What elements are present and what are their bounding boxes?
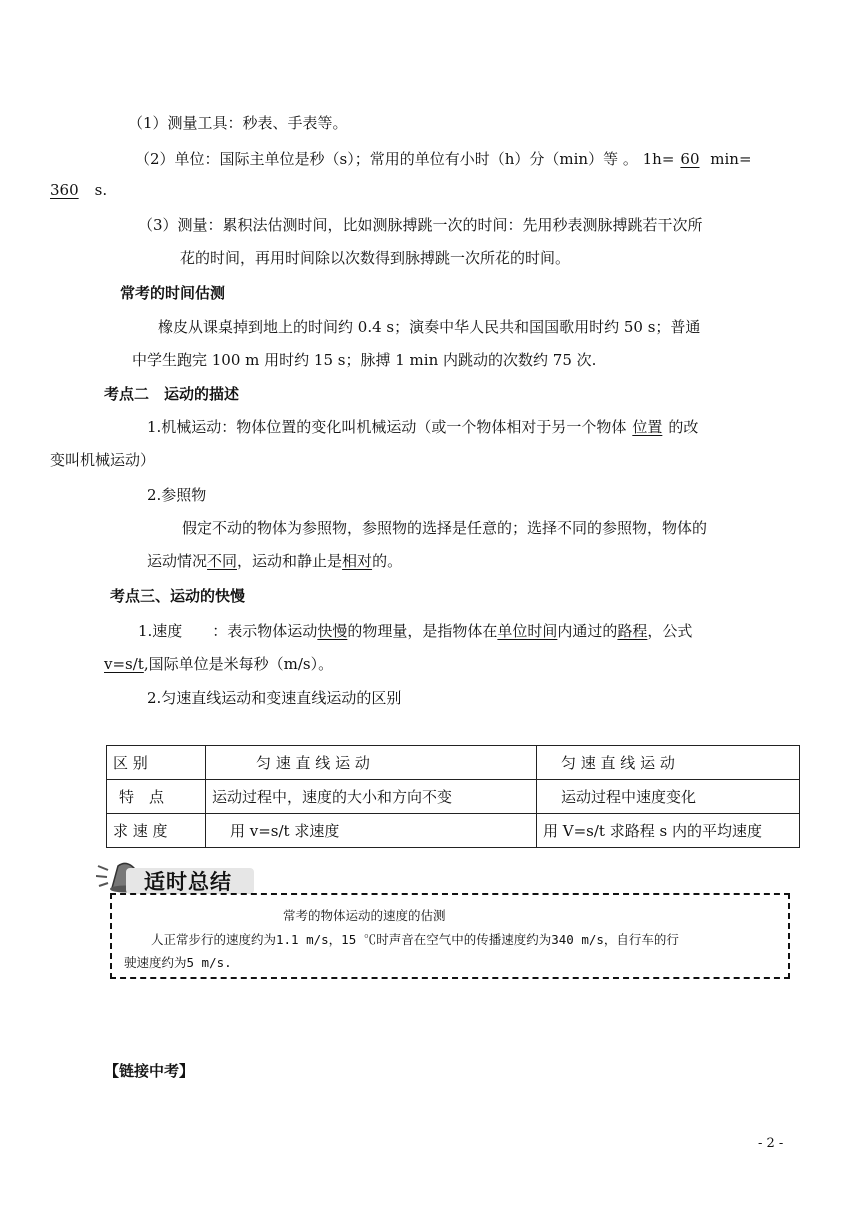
speed-formula: v=s/t — [104, 655, 144, 673]
motion-text-a: 1.机械运动：物体位置的变化叫机械运动（或一个物体相对于另一个物体 — [147, 418, 627, 436]
reference-line-2 — [147, 550, 402, 571]
table-cell: 用 v=s/t 求速度 — [206, 814, 537, 848]
reference-text-c: 的。 — [372, 552, 403, 570]
summary-badge — [96, 860, 256, 896]
motion-line-cont: 变叫机械运动） — [50, 451, 156, 469]
difference-title: 2.匀速直线运动和变速直线运动的区别 — [147, 689, 402, 707]
summary-line-2: 驶速度约为5 m/s. — [124, 955, 232, 970]
tool-line: （1）测量工具：秒表、手表等。 — [128, 114, 348, 132]
table-cell: 特 点 — [107, 780, 206, 814]
reference-answer-1: 不同 — [207, 552, 238, 570]
speed-text-b: 的物理量，是指物体在 — [347, 622, 498, 640]
reference-text-b: ，运动和静止是 — [237, 552, 343, 570]
motion-line — [147, 416, 698, 437]
summary-title: 常考的物体运动的速度的估测 — [283, 908, 446, 923]
unit-answer-360: 360 — [50, 181, 79, 199]
speed-text-c: 内通过的 — [557, 622, 618, 640]
speed-answer-3: 路程 — [617, 622, 648, 640]
unit-text-c: s. — [94, 181, 108, 199]
speed-text-d: ，公式 — [647, 622, 693, 640]
motion-answer: 位置 — [632, 418, 663, 436]
table-row — [107, 780, 800, 814]
estimate-heading: 常考的时间估测 — [120, 284, 226, 302]
table-cell: 求 速 度 — [107, 814, 206, 848]
estimate-line-2: 中学生跑完 100 m 用时约 15 s；脉搏 1 min 内跳动的次数约 75 次. — [132, 351, 597, 369]
unit-line — [135, 148, 752, 169]
table-cell: 运动过程中，速度的大小和方向不变 — [206, 780, 537, 814]
measure-line-1: （3）测量：累积法估测时间，比如测脉搏跳一次的时间：先用秒表测脉搏跳若干次所 — [138, 216, 703, 234]
estimate-line-1: 橡皮从课桌掉到地上的时间约 0.4 s；演奏中华人民共和国国歌用时约 50 s；普通 — [158, 318, 701, 336]
speed-text-e: ,国际单位是米每秒（m/s）。 — [143, 655, 334, 673]
unit-text-a: （2）单位：国际主单位是秒（s）；常用的单位有小时（h）分（min）等 。 1h= — [135, 150, 675, 168]
unit-answer-60: 60 — [680, 150, 700, 168]
comparison-table — [106, 745, 800, 848]
table-row — [107, 746, 800, 780]
table-cell: 匀 速 直 线 运 动 — [537, 746, 800, 780]
unit-text-b: min= — [710, 150, 752, 168]
link-heading: 【链接中考】 — [104, 1062, 195, 1080]
speed-line-cont — [104, 653, 333, 674]
speed-line — [138, 620, 692, 641]
table-cell: 运动过程中速度变化 — [537, 780, 800, 814]
table-cell: 匀 速 直 线 运 动 — [206, 746, 537, 780]
summary-line-1: 人正常步行的速度约为1.1 m/s，15 ℃时声音在空气中的传播速度约为340 m/s，自行车的行 — [151, 932, 679, 947]
motion-text-b: 的改 — [668, 418, 699, 436]
speed-text-a: 1.速度 ：表示物体运动 — [138, 622, 318, 640]
page-number: - 2 - — [758, 1136, 784, 1151]
reference-title: 2.参照物 — [147, 486, 207, 504]
point3-heading: 考点三、运动的快慢 — [110, 587, 246, 605]
reference-text-a: 运动情况 — [147, 552, 208, 570]
table-cell: 区 别 — [107, 746, 206, 780]
point2-heading: 考点二 运动的描述 — [104, 385, 240, 403]
speed-answer-2: 单位时间 — [497, 622, 558, 640]
speed-answer-1: 快慢 — [317, 622, 348, 640]
measure-line-2: 花的时间，再用时间除以次数得到脉搏跳一次所花的时间。 — [180, 249, 571, 267]
unit-line-cont — [50, 181, 107, 199]
badge-label: 适时总结 — [144, 870, 232, 894]
reference-answer-2: 相对 — [342, 552, 373, 570]
reference-line-1: 假定不动的物体为参照物，参照物的选择是任意的；选择不同的参照物，物体的 — [182, 519, 708, 537]
table-cell: 用 V=s/t 求路程 s 内的平均速度 — [537, 814, 800, 848]
table-row — [107, 814, 800, 848]
